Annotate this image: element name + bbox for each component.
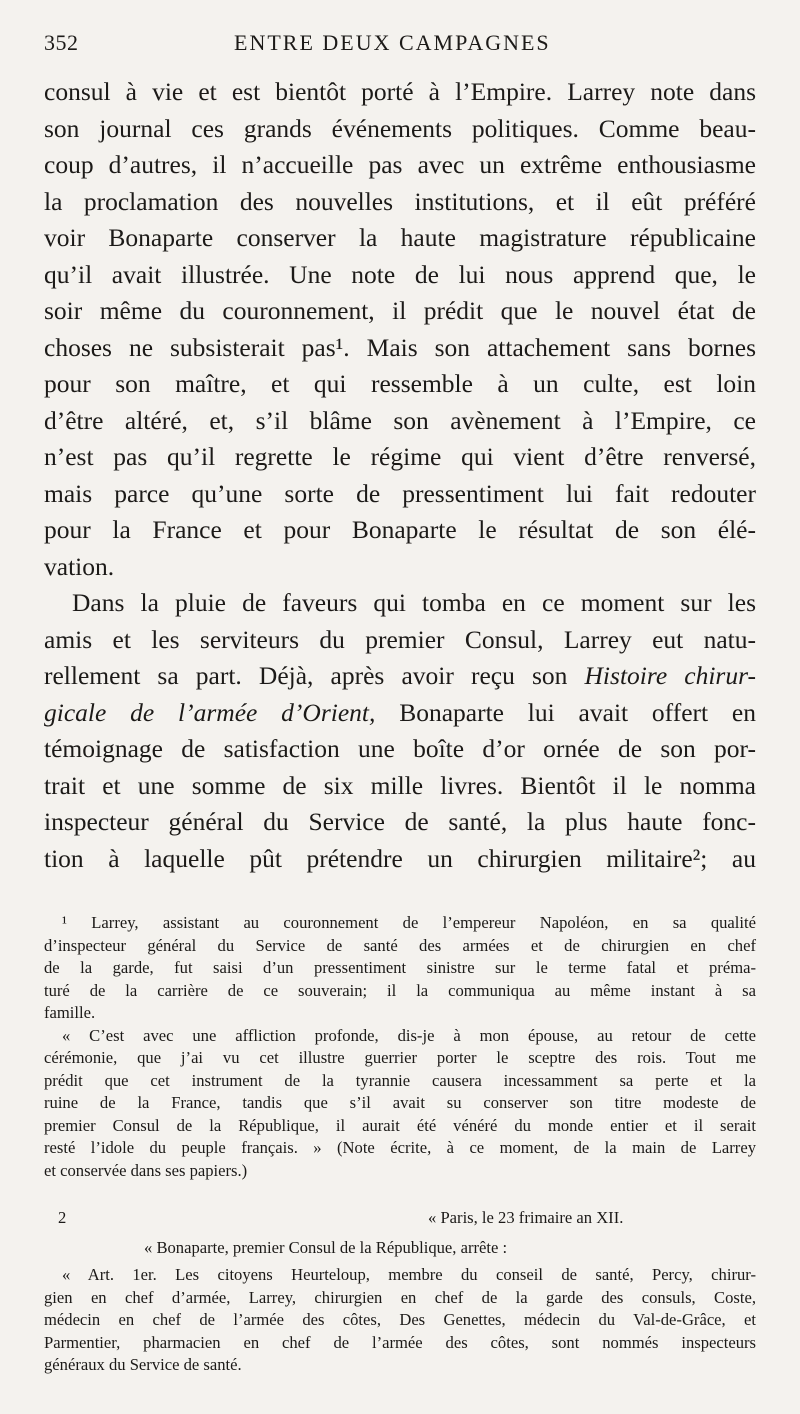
body-line: amis et les serviteurs du premier Consul, Larrey eut natu- [44,624,756,654]
body-line: voir Bonaparte conserver la haute magistrature républicaine [44,223,756,252]
body-line: pour la France et pour Bonaparte le résultat de son élé- [44,515,756,544]
body-line: pour son maître, et qui ressemble à un culte, est loin [44,369,756,398]
body-text: rellement sa part. Déjà, après avoir reçu son [44,661,568,690]
body-line: choses ne subsisterait pas¹. Mais son attachement sans bornes [44,332,756,362]
book-title-italic: gicale de l’armée d’Orient, [44,697,376,727]
body-line: consul à vie et est bientôt porté à l’Empire. Larrey note dans [44,77,756,106]
footnote-line: resté l’idole du peuple français. » (Note écrite, à ce moment, de la main de Larrey [44,1138,756,1157]
body-line: témoignage de satisfaction une boîte d’or ornée de son por- [44,734,756,763]
body-line: vation. [44,551,115,581]
footnote-2-head [44,1204,756,1232]
page-header [44,30,754,64]
page-number: 352 [44,30,79,55]
decree-date: « Paris, le 23 frimaire an XII. [428,1208,624,1227]
footnote-line: famille. [44,1003,96,1022]
body-line [44,695,756,732]
footnote-line: premier Consul de la République, il aurait été vénéré du monde entier et il serait [44,1115,756,1135]
body-line: tion à laquelle pût prétendre un chirurgien militaire²; au [44,843,756,873]
body-line: soir même du couronnement, il prédit que le nouvel état de [44,296,756,325]
body-line: son journal ces grands événements politiques. Comme beau- [44,113,756,143]
decree-heading: « Bonaparte, premier Consul de la République, arrête : [144,1238,508,1257]
main-text [44,74,756,877]
footnote-line: et conservée dans ses papiers.) [44,1160,248,1180]
body-line: Dans la pluie de faveurs qui tomba en ce moment sur les [72,588,756,617]
footnote-number: 2 [58,1208,67,1227]
footnote-2 [44,1204,756,1377]
footnote-line: ruine de la France, tandis que s’il avait su conserver son titre modeste de [44,1093,756,1112]
footnote-1 [44,912,756,1182]
body-line [44,658,756,695]
footnote-line: généraux du Service de santé. [44,1355,242,1374]
body-text: Bonaparte lui avait offert en [399,697,756,727]
footnote-line: turé de la carrière de ce souverain; il la communiqua au même instant à sa [44,980,756,1000]
footnote-line: de la garde, fut saisi d’un pressentiment sinistre sur le terme fatal et préma- [44,958,756,977]
body-line: la proclamation des nouvelles institutions, et il eût préféré [44,186,756,216]
footnote-line: « Art. 1er. Les citoyens Heurteloup, membre du conseil de santé, Percy, chirur- [62,1265,756,1284]
running-title: ENTRE DEUX CAMPAGNES [234,30,551,55]
body-line: coup d’autres, il n’accueille pas avec un extrême enthousiasme [44,150,756,179]
footnote-line: cérémonie, que j’ai vu cet illustre guerrier porter le sceptre des rois. Tout me [44,1048,756,1067]
footnote-line: « C’est avec une affliction profonde, dis-je à mon épouse, au retour de cette [62,1025,756,1045]
body-line: trait et une somme de six mille livres. Bientôt il le nomma [44,770,756,800]
footnote-line: gien en chef d’armée, Larrey, chirurgien en chef de la garde des consuls, Coste, [44,1287,756,1307]
body-line: qu’il avait illustrée. Une note de lui nous apprend que, le [44,259,756,289]
body-line: inspecteur général du Service de santé, la plus haute fonc- [44,807,756,836]
body-line: mais parce qu’une sorte de pressentiment lui fait redouter [44,478,756,508]
footnote-line: ¹ Larrey, assistant au couronnement de l’empereur Napoléon, en sa qualité [62,913,756,932]
footnote-line: Parmentier, pharmacien en chef de l’armée des côtes, sont nommés inspecteurs [44,1332,756,1352]
book-title-italic: Histoire chirur- [584,661,757,690]
footnote-line: prédit que cet instrument de la tyrannie causera incessamment sa perte et la [44,1070,756,1090]
footnote-line: médecin en chef de l’armée des côtes, Des Genettes, médecin du Val-de-Grâce, et [44,1310,756,1329]
body-line: d’être altéré, et, s’il blâme son avènement à l’Empire, ce [44,405,756,435]
footnote-line: d’inspecteur général du Service de santé des armées et de chirurgien en chef [44,935,756,955]
body-line: n’est pas qu’il regrette le régime qui vient d’être renversé, [44,442,756,471]
